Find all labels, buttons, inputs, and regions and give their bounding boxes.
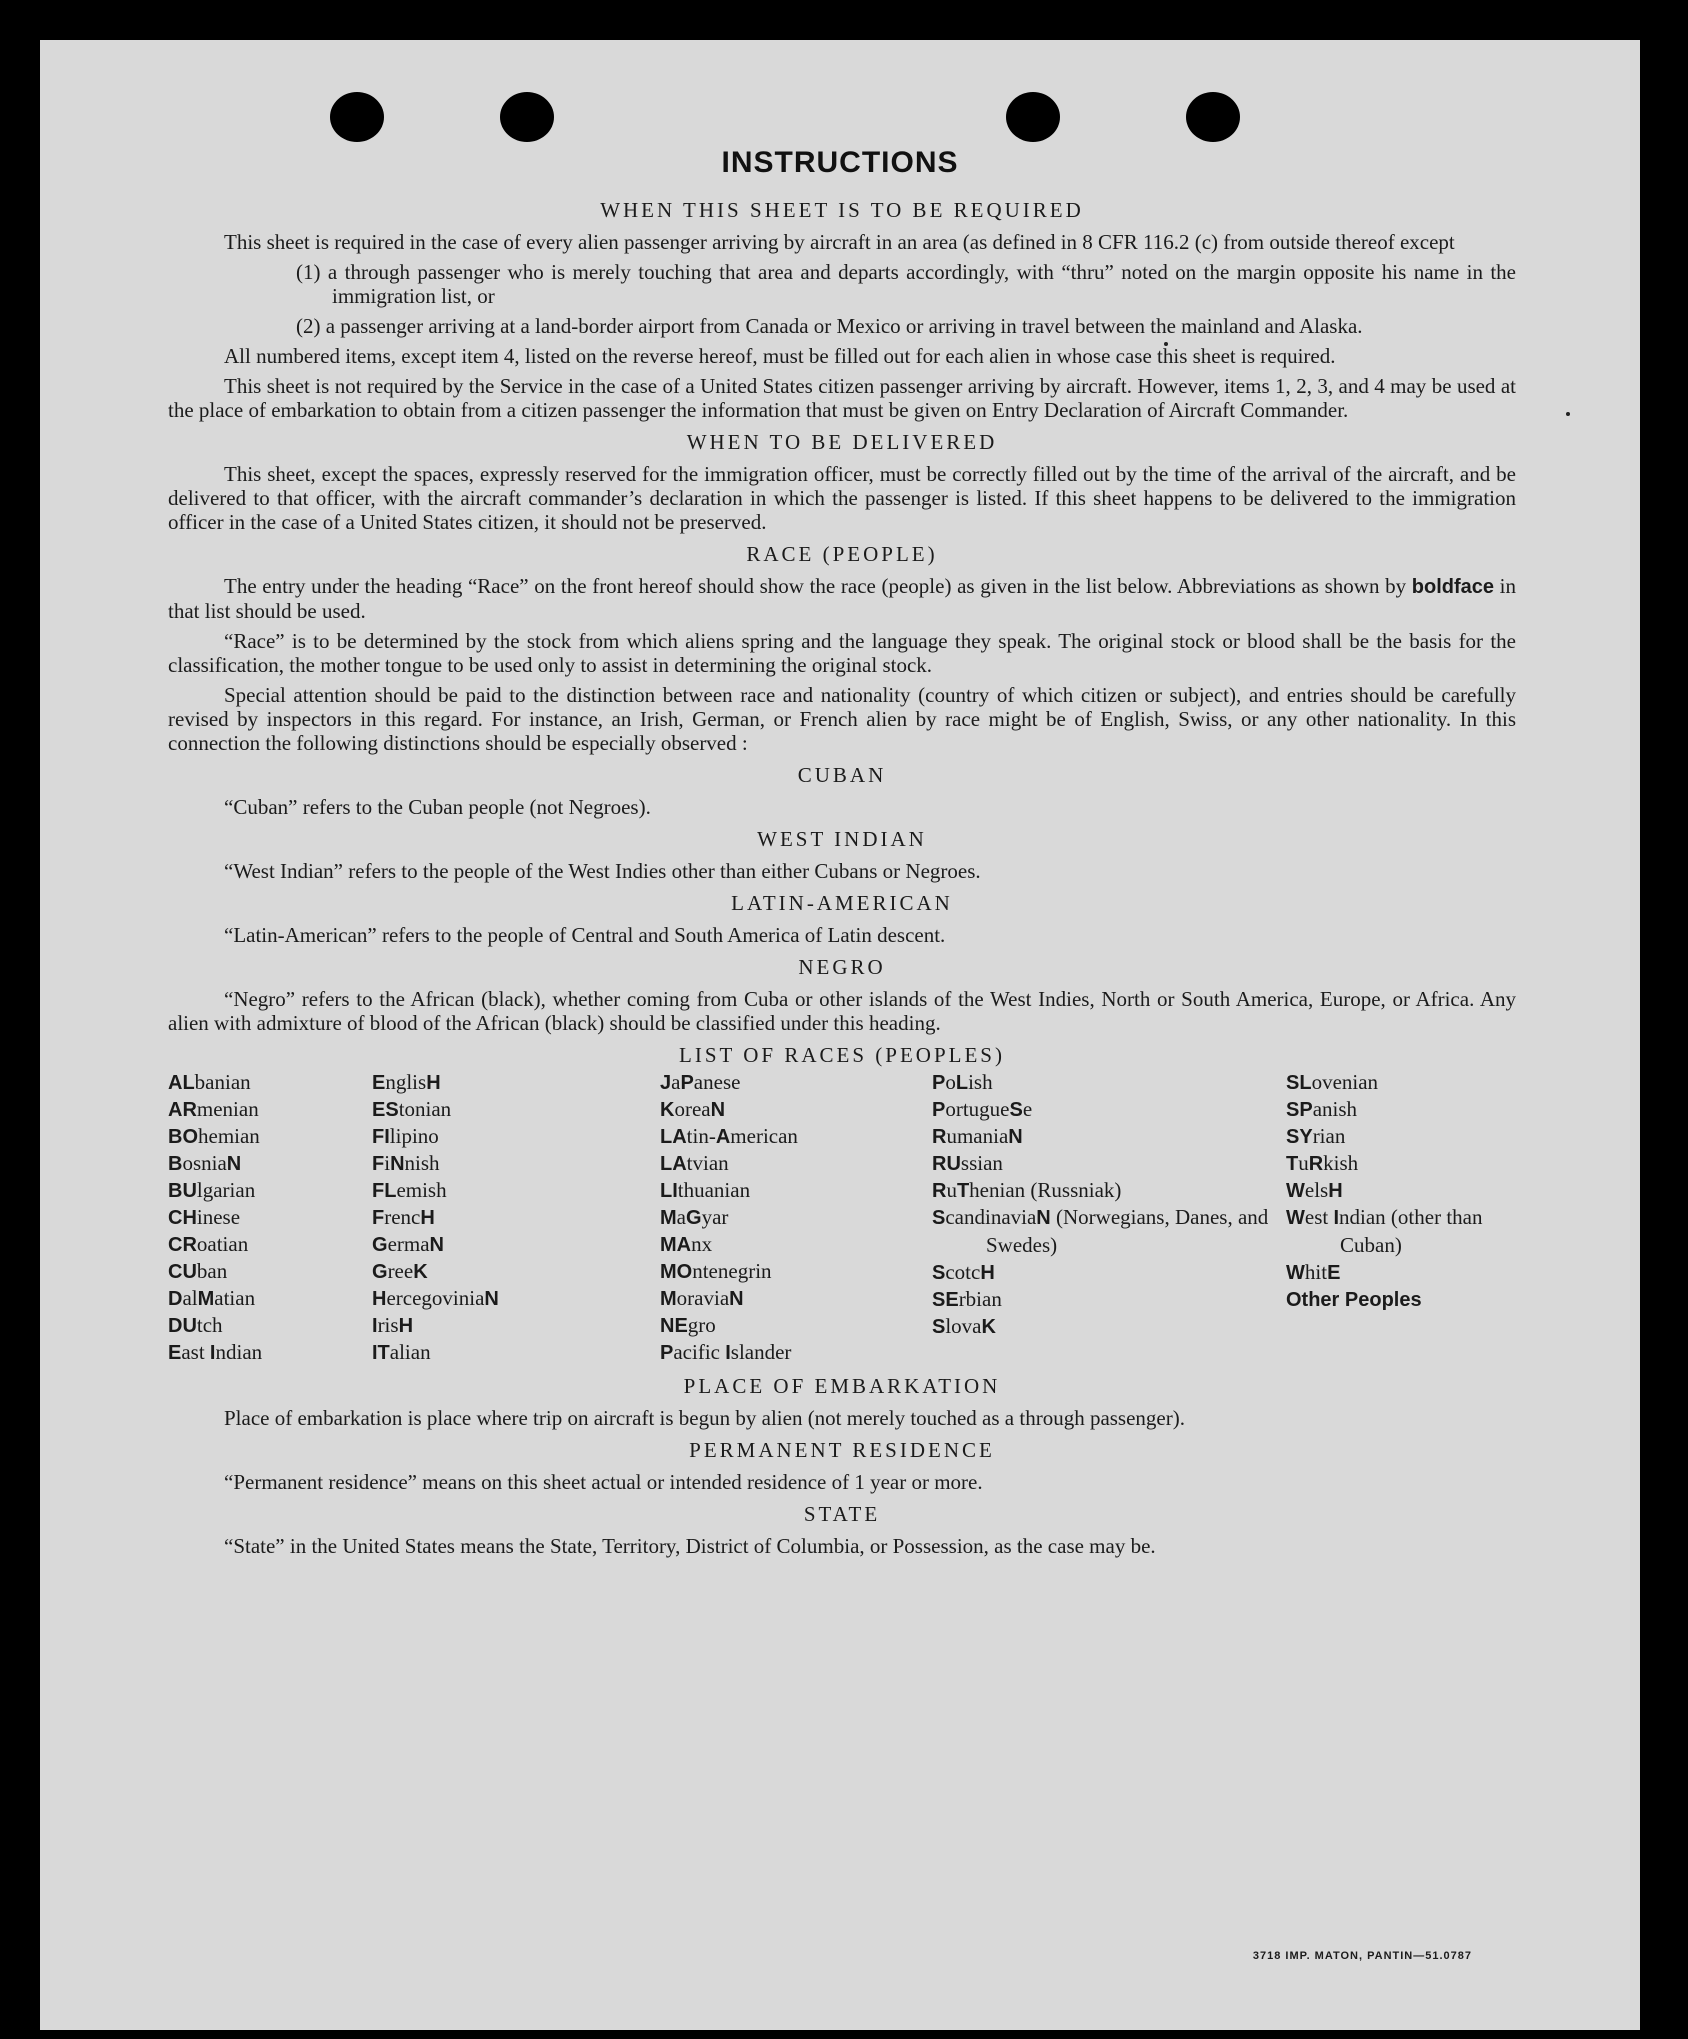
paragraph: This sheet is required in the case of every alien passenger arriving by aircraft in an area (as defined in 8 CFR 116.2 (c) from outside thereof except [224,230,1455,254]
race-entry [660,1258,932,1285]
punch-hole [1006,92,1060,142]
race-text: oatian [196,1232,249,1256]
race-entry [660,1204,932,1231]
race-text: lova [945,1314,982,1338]
race-abbreviation: H [372,1288,387,1310]
race-text: lgarian [196,1178,256,1202]
race-text: rbian [958,1287,1002,1311]
race-entry [660,1150,932,1177]
race-text: ortugue [945,1097,1010,1121]
paragraph: Place of embarkation is place where trip on aircraft is begun by alien (not merely touched as a through passenger). [224,1406,1185,1430]
race-entry [168,1123,372,1150]
race-text: tch [196,1313,223,1337]
race-abbreviation: F [372,1207,385,1229]
race-entry [372,1204,660,1231]
race-text: ntenegrin [692,1259,772,1283]
race-text: renc [384,1205,421,1229]
race-text: acific [673,1340,726,1364]
race-abbreviation: BU [168,1180,197,1202]
race-text: thuanian [677,1178,751,1202]
race-entry [660,1069,932,1096]
race-abbreviation: N [429,1234,444,1256]
punch-hole [500,92,554,142]
race-abbreviation: R [932,1126,947,1148]
race-text: ris [377,1313,399,1337]
instructions-body [168,190,1516,1564]
races-column [372,1069,660,1366]
race-text: u [946,1178,957,1202]
paragraph: Special attention should be paid to the distinction between race and nationality (country of which citizen or subject), and entries should be carefully revised by inspectors in this regard. For instance, an Irish, German, or French alien by race might be of English, Swiss, or any other nationality. In this connection the following distinctions should be especially observed : [168,683,1516,755]
heading-list-of-races: LIST OF RACES (PEOPLES) [679,1043,1005,1067]
list-item: (2) a passenger arriving at a land-border airport from Canada or Mexico or arriving in travel between the mainland and Alaska. [296,314,1363,338]
race-text: tvian [686,1151,729,1175]
race-entry [168,1177,372,1204]
heading-when-required: WHEN THIS SHEET IS TO BE REQUIRED [600,198,1084,222]
race-entry [932,1096,1286,1123]
race-entry [1286,1286,1516,1313]
race-text: u [1298,1151,1309,1175]
race-abbreviation: NE [660,1315,688,1337]
race-abbreviation: DU [168,1315,197,1337]
race-entry [168,1312,372,1339]
race-entry [1286,1177,1516,1204]
race-abbreviation: G [372,1261,388,1283]
race-text: ban [196,1259,228,1283]
race-entry [1286,1204,1516,1259]
race-text: cotc [945,1260,981,1284]
races-column [168,1069,372,1366]
race-entry [1286,1259,1516,1286]
race-abbreviation: MO [660,1261,693,1283]
race-abbreviation: MA [660,1234,692,1256]
race-abbreviation: N [390,1153,405,1175]
race-abbreviation: S [932,1207,946,1229]
race-abbreviation: L [955,1072,969,1094]
race-abbreviation: T [1286,1153,1299,1175]
race-text: o [945,1070,956,1094]
race-abbreviation: R [1308,1153,1324,1175]
paragraph: “State” in the United States means the State, Territory, District of Columbia, or Possession, as the case may be. [224,1534,1156,1558]
paragraph: “Cuban” refers to the Cuban people (not Negroes). [224,795,651,819]
race-entry [168,1069,372,1096]
paragraph: “Race” is to be determined by the stock from which aliens spring and the language they speak. The original stock or blood shall be the basis for the classification, the mother tongue to be used only to assist in determining the original stock. [168,629,1516,677]
race-text: henian (Russniak) [969,1178,1122,1202]
race-text: hit [1304,1260,1328,1284]
race-abbreviation: S [1009,1099,1023,1121]
race-entry [660,1312,932,1339]
race-text: banian [194,1070,251,1094]
race-text: rian [1312,1124,1346,1148]
race-entry [168,1150,372,1177]
race-abbreviation: K [413,1261,428,1283]
race-abbreviation: FL [372,1180,397,1202]
race-entry [372,1150,660,1177]
race-abbreviation: W [1286,1207,1305,1229]
heading-residence: PERMANENT RESIDENCE [689,1438,995,1462]
race-text: est [1304,1205,1334,1229]
punch-hole [330,92,384,142]
race-entry [660,1231,932,1258]
race-entry [168,1231,372,1258]
punch-hole [1186,92,1240,142]
race-abbreviation: AR [168,1099,197,1121]
race-text: ndian [215,1340,263,1364]
race-text: lipino [389,1124,439,1148]
race-text: slander [730,1340,792,1364]
race-text: anish [1312,1097,1358,1121]
race-abbreviation: G [372,1234,388,1256]
printer-footer: 3718 IMP. MATON, PANTIN—51.0787 [1252,1950,1472,1962]
race-abbreviation: K [981,1316,996,1338]
race-abbreviation: N [226,1153,242,1175]
race-abbreviation: W [1286,1180,1305,1202]
race-abbreviation: S [932,1262,946,1284]
race-abbreviation: N [484,1288,499,1310]
race-text: orea [674,1097,711,1121]
race-abbreviation: H [1328,1180,1343,1202]
document-page [40,40,1640,2030]
race-entry [372,1285,660,1312]
race-abbreviation: SP [1286,1099,1313,1121]
paragraph: “Permanent residence” means on this sheet actual or intended residence of 1 year or more. [224,1470,983,1494]
race-entry [1286,1150,1516,1177]
race-abbreviation: I [209,1342,216,1364]
race-text: oravia [676,1286,730,1310]
race-abbreviation: H [398,1315,414,1337]
race-abbreviation: S [932,1316,946,1338]
race-text: al [182,1286,198,1310]
race-abbreviation: M [660,1288,677,1310]
race-abbreviation: ES [372,1099,399,1121]
race-entry [372,1231,660,1258]
race-entry [660,1285,932,1312]
race-entry [1286,1096,1516,1123]
race-abbreviation: I [372,1315,378,1337]
race-entry [168,1339,372,1366]
race-entry [168,1204,372,1231]
race-text: kish [1323,1151,1359,1175]
race-text: a [676,1205,686,1229]
race-entry [660,1123,932,1150]
race-entry [372,1069,660,1096]
race-entry [932,1123,1286,1150]
race-abbreviation: F [372,1153,385,1175]
paragraph [168,574,1516,623]
race-text: umania [946,1124,1009,1148]
race-abbreviation: P [660,1342,674,1364]
heading-when-delivered: WHEN TO BE DELIVERED [686,430,998,454]
race-text: ree [387,1259,414,1283]
race-entry [372,1339,660,1366]
race-abbreviation: LA [660,1126,687,1148]
race-abbreviation: LA [660,1153,687,1175]
race-text: tin- [686,1124,716,1148]
heading-latin-american: LATIN-AMERICAN [731,891,953,915]
race-entry [372,1312,660,1339]
race-entry [168,1285,372,1312]
race-abbreviation: B [168,1153,183,1175]
race-abbreviation: P [932,1099,946,1121]
paragraph: This sheet, except the spaces, expressly reserved for the immigration officer, must be correctly filled out by the time of the arrival of the aircraft, and be delivered to that officer, with the aircraft commander’s declaration in which the passenger is listed. If this sheet happens to be delivered to the immigration officer in the case of a United States citizen, it should not be preserved. [168,462,1516,534]
race-entry [932,1177,1286,1204]
race-abbreviation: N [710,1099,726,1121]
list-item: (1) a through passenger who is merely touching that area and departs accordingly, with “thru” noted on the margin opposite his name in the immigration list, or [296,260,1516,308]
race-text: merican [730,1124,798,1148]
race-text: atian [214,1286,256,1310]
race-abbreviation: N [1008,1126,1023,1148]
race-abbreviation: D [168,1288,183,1310]
race-text: nx [691,1232,713,1256]
race-text: ovenian [1311,1070,1379,1094]
race-text: yar [701,1205,729,1229]
race-text: ndian (other than Cuban) [1339,1205,1483,1257]
race-abbreviation: FI [372,1126,390,1148]
race-text: i [384,1151,391,1175]
paragraph: “West Indian” refers to the people of the West Indies other than either Cubans or Negroes. [224,859,981,883]
race-text: menian [196,1097,259,1121]
race-text: tonian [398,1097,452,1121]
races-column [1286,1069,1516,1366]
races-column [932,1069,1286,1366]
race-text: inese [196,1205,241,1229]
race-text: els [1304,1178,1329,1202]
race-entry [372,1177,660,1204]
race-text: gro [687,1313,716,1337]
race-abbreviation: RU [932,1153,961,1175]
boldface-word: boldface [1411,576,1495,598]
speck [1566,412,1570,416]
race-text: The entry under the heading “Race” on the front hereof should show the race (people) as given in the list below. Abbreviations as shown by [224,574,1412,598]
race-abbreviation: SY [1286,1126,1313,1148]
race-text: osnia [182,1151,227,1175]
race-entry [932,1204,1286,1259]
race-text: erma [387,1232,430,1256]
heading-west-indian: WEST INDIAN [757,827,927,851]
race-abbreviation: M [660,1207,677,1229]
race-abbreviation: CU [168,1261,197,1283]
race-abbreviation: SL [1286,1072,1312,1094]
race-text: a [671,1070,681,1094]
race-abbreviation: P [932,1072,946,1094]
race-entry [1286,1069,1516,1096]
race-entry [660,1177,932,1204]
paragraph: “Negro” refers to the African (black), whether coming from Cuba or other islands of the West Indies, North or South America, Europe, or Africa. Any alien with admixture of blood of the African (black) should be classified under this heading. [168,987,1516,1035]
race-abbreviation: H [980,1262,995,1284]
race-abbreviation: H [426,1072,441,1094]
heading-cuban: CUBAN [797,763,887,787]
race-abbreviation: I [1333,1207,1340,1229]
race-text: hemian [198,1124,260,1148]
race-text: candinavia [945,1205,1037,1229]
race-entry [932,1150,1286,1177]
race-entry [660,1096,932,1123]
race-abbreviation: W [1286,1262,1305,1284]
paragraph: This sheet is not required by the Service in the case of a United States citizen passenger arriving by aircraft. However, items 1, 2, 3, and 4 may be used at the place of embarkation to obtain from a citizen passenger the information that must be given on Entry Declaration of Aircraft Commander. [168,374,1516,422]
race-abbreviation: G [686,1207,702,1229]
race-abbreviation: SE [932,1289,959,1311]
race-abbreviation: AL [168,1072,195,1094]
race-entry [660,1339,932,1366]
heading-embarkation: PLACE OF EMBARKATION [683,1374,1001,1398]
race-abbreviation: P [680,1072,694,1094]
race-abbreviation: R [932,1180,947,1202]
race-abbreviation: BO [168,1126,198,1148]
race-entry [932,1313,1286,1340]
race-text: ssian [960,1151,1003,1175]
race-abbreviation: E [168,1342,182,1364]
race-text: nglis [385,1070,427,1094]
race-entry [372,1123,660,1150]
paragraph: All numbered items, except item 4, listed on the reverse hereof, must be filled out for each alien in whose case this sheet is required. [224,344,1336,368]
race-abbreviation: H [420,1207,435,1229]
race-entry [932,1286,1286,1313]
race-abbreviation: Other Peoples [1286,1289,1422,1311]
race-abbreviation: K [660,1099,675,1121]
race-text: alian [389,1340,431,1364]
race-entry [932,1069,1286,1096]
race-text: (Norwegians, Danes, and Swedes) [986,1205,1269,1257]
race-abbreviation: J [660,1072,672,1094]
race-entry [372,1096,660,1123]
paragraph: “Latin-American” refers to the people of Central and South America of Latin descent. [224,923,946,947]
heading-negro: NEGRO [798,955,886,979]
race-text: ast [181,1340,210,1364]
race-text: e [1022,1097,1033,1121]
race-entry [1286,1123,1516,1150]
race-abbreviation: M [197,1288,215,1310]
race-text: anese [693,1070,741,1094]
race-entry [372,1258,660,1285]
races-column [660,1069,932,1366]
race-abbreviation: N [1036,1207,1051,1229]
race-abbreviation: A [715,1126,731,1148]
race-abbreviation: E [372,1072,386,1094]
race-text: nish [404,1151,440,1175]
race-abbreviation: I [725,1342,731,1364]
race-abbreviation: IT [372,1342,390,1364]
heading-state: STATE [803,1502,881,1526]
race-text: ercegovinia [386,1286,485,1310]
race-entry [168,1096,372,1123]
race-abbreviation: CH [168,1207,197,1229]
race-text: in that list should be used. [168,574,1516,623]
race-entry [932,1259,1286,1286]
race-abbreviation: CR [168,1234,197,1256]
race-abbreviation: T [956,1180,970,1202]
race-abbreviation: E [1327,1262,1341,1284]
races-list [168,1069,1516,1366]
heading-race: RACE (PEOPLE) [746,542,938,566]
race-text: emish [396,1178,447,1202]
race-abbreviation: N [729,1288,744,1310]
race-abbreviation: LI [660,1180,678,1202]
race-entry [168,1258,372,1285]
page-title: INSTRUCTIONS [721,146,959,179]
race-text: ish [968,1070,993,1094]
